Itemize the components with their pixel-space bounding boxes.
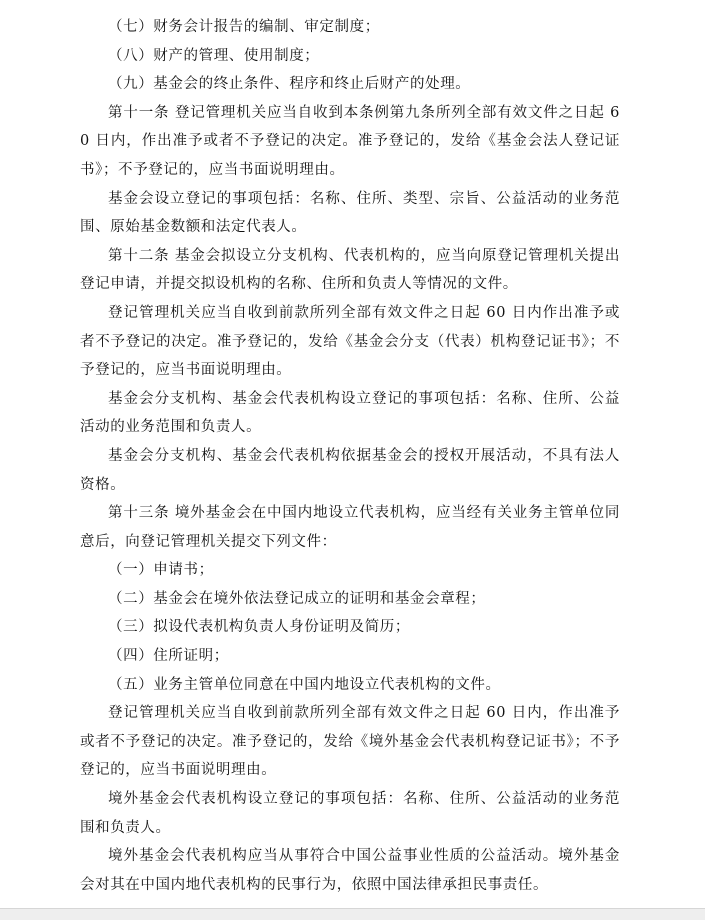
clause-item-8: （八）财产的管理、使用制度； — [108, 47, 320, 64]
article-12-authorization: 基金会分支机构、基金会代表机构依据基金会的授权开展活动，不具有法人资格。 — [80, 447, 620, 493]
article-11: 第十一条 登记管理机关应当自收到本条例第九条所列全部有效文件之日起 60 日内，作出准予或者不予登记的决定。准予登记的，发给《基金会法人登记证书》；不予登记的，应当书面说明理由。 — [80, 104, 620, 178]
article-13-decision: 登记管理机关应当自收到前款所列全部有效文件之日起 60 日内，作出准予或者不予登记的决定。准予登记的，发给《境外基金会代表机构登记证书》；不予登记的，应当书面说明理由。 — [80, 705, 620, 779]
article-13: 第十三条 境外基金会在中国内地设立代表机构，应当经有关业务主管单位同意后，向登记管理机关提交下列文件： — [80, 505, 620, 550]
article-12-registration-items: 基金会分支机构、基金会代表机构设立登记的事项包括：名称、住所、公益活动的业务范围和负责人。 — [80, 390, 620, 436]
article-13-item-1: （一）申请书； — [108, 562, 214, 579]
article-13-item-4: （四）住所证明； — [108, 648, 229, 665]
article-13-item-2: （二）基金会在境外依法登记成立的证明和基金会章程； — [108, 590, 486, 607]
document-body — [80, 13, 620, 899]
article-13-registration-items: 境外基金会代表机构设立登记的事项包括：名称、住所、公益活动的业务范围和负责人。 — [80, 791, 620, 836]
article-13-item-3: （三）拟设代表机构负责人身份证明及简历； — [108, 619, 410, 636]
article-13-item-5: （五）业务主管单位同意在中国内地设立代表机构的文件。 — [108, 676, 501, 693]
clause-item-9: （九）基金会的终止条件、程序和终止后财产的处理。 — [108, 76, 471, 93]
article-11-registration-items: 基金会设立登记的事项包括：名称、住所、类型、宗旨、公益活动的业务范围、原始基金数额和法定代表人。 — [80, 190, 620, 236]
article-12: 第十二条 基金会拟设立分支机构、代表机构的，应当向原登记管理机关提出登记申请，并提交拟设机构的名称、住所和负责人等情况的文件。 — [80, 247, 620, 293]
clause-item-7: （七）财务会计报告的编制、审定制度； — [108, 19, 380, 35]
article-12-decision: 登记管理机关应当自收到前款所列全部有效文件之日起 60 日内作出准予或者不予登记的决定。准予登记的，发给《基金会分支（代表）机构登记证书》；不予登记的，应当书面说明理由。 — [80, 304, 620, 379]
page-bottom-bar — [0, 908, 705, 920]
article-13-liability: 境外基金会代表机构应当从事符合中国公益事业性质的公益活动。境外基金会对其在中国内地代表机构的民事行为，依照中国法律承担民事责任。 — [80, 848, 620, 893]
